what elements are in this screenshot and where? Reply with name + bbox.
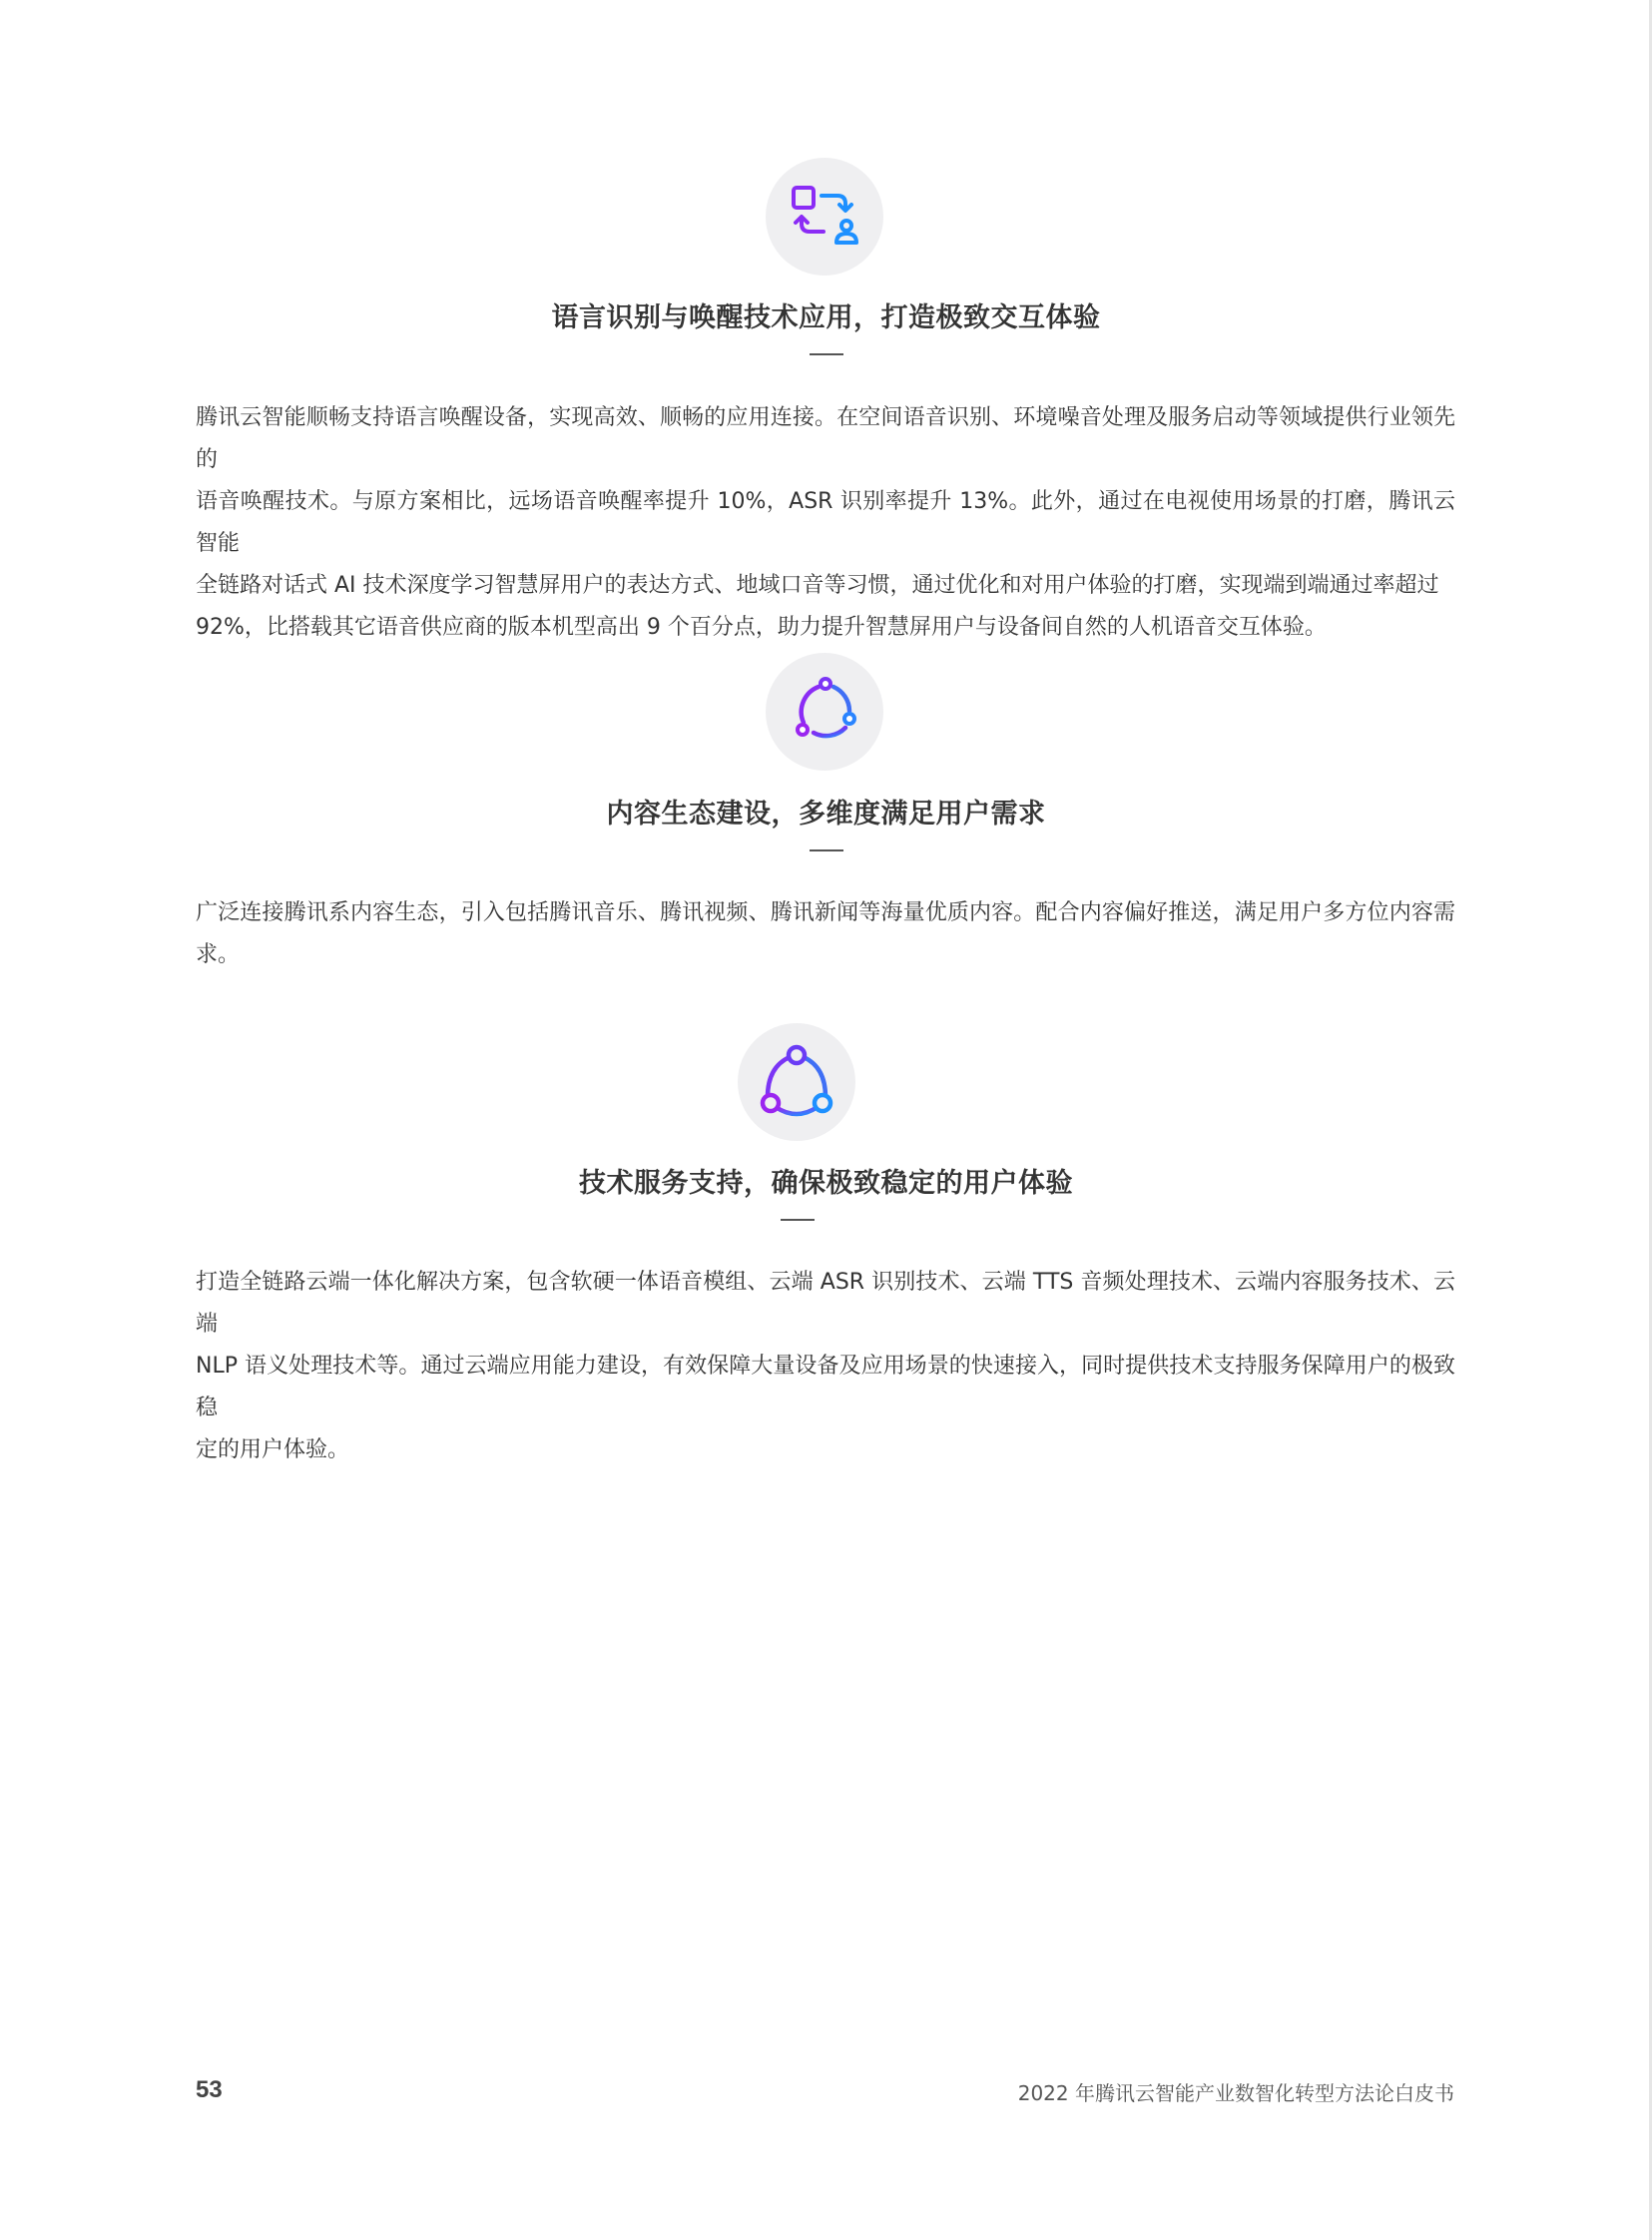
page-number: 53 (196, 2076, 223, 2103)
body-line: 腾讯云智能顺畅支持语言唤醒设备，实现高效、顺畅的应用连接。在空间语音识别、环境噪音处理及服务启动等领域提供行业领先的 (196, 405, 1455, 472)
content-ecosystem-icon (766, 653, 883, 771)
title-divider (781, 1219, 815, 1221)
section-title: 技术服务支持，确保极致稳定的用户体验 (579, 1168, 1073, 1199)
title-divider (810, 353, 843, 355)
service-network-icon (738, 1023, 855, 1141)
section-title: 语言识别与唤醒技术应用，打造极致交互体验 (551, 302, 1101, 333)
body-line: 广泛连接腾讯系内容生态，引入包括腾讯音乐、腾讯视频、腾讯新闻等海量优质内容。配合内容偏好推送，满足用户多方位内容需求。 (196, 900, 1455, 967)
body-line: 语音唤醒技术。与原方案相比，远场语音唤醒率提升 10%，ASR 识别率提升 13%。此外，通过在电视使用场景的打磨，腾讯云智能 (196, 489, 1455, 556)
body-line: 全链路对话式 AI 技术深度学习智慧屏用户的表达方式、地域口音等习惯，通过优化和对用户体验的打磨，实现端到端通过率超过 (196, 573, 1439, 598)
section-body (196, 1262, 1455, 1471)
section-body (196, 892, 1455, 976)
document-title: 2022 年腾讯云智能产业数智化转型方法论白皮书 (1017, 2081, 1454, 2105)
speech-interaction-icon (766, 158, 883, 276)
title-divider (810, 849, 843, 851)
body-line: 92%，比搭载其它语音供应商的版本机型高出 9 个百分点，助力提升智慧屏用户与设备间自然的人机语音交互体验。 (196, 615, 1327, 640)
section-title: 内容生态建设，多维度满足用户需求 (606, 799, 1046, 830)
body-line: NLP 语义处理技术等。通过云端应用能力建设，有效保障大量设备及应用场景的快速接入，同时提供技术支持服务保障用户的极致稳 (196, 1354, 1455, 1420)
body-line: 定的用户体验。 (196, 1437, 350, 1462)
section-body (196, 397, 1455, 649)
body-line: 打造全链路云端一体化解决方案，包含软硬一体语音模组、云端 ASR 识别技术、云端 TTS 音频处理技术、云端内容服务技术、云端 (196, 1270, 1455, 1337)
